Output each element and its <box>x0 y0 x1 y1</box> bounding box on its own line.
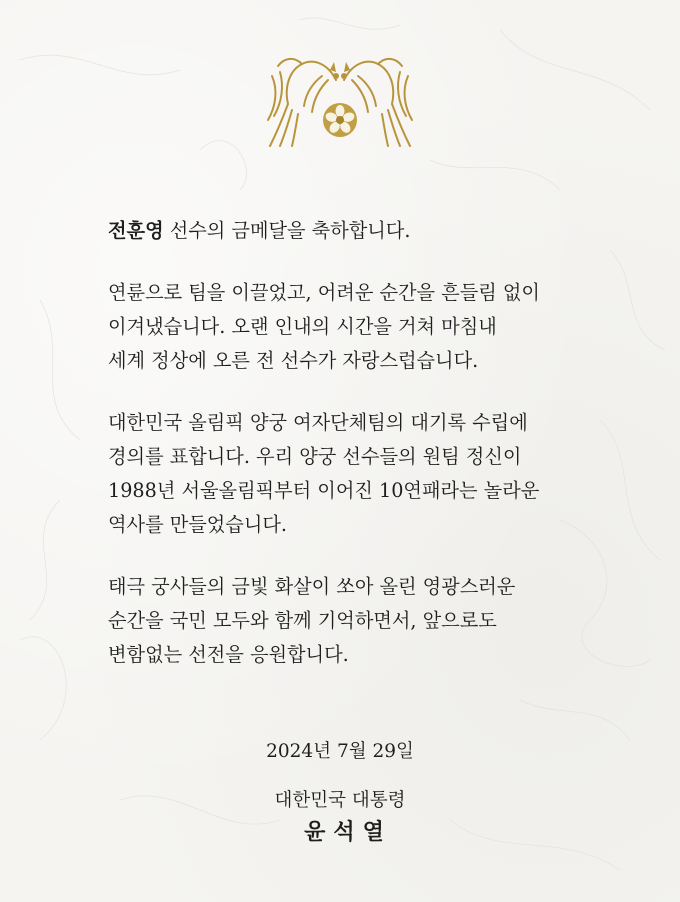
text-line: 변함없는 선전을 응원합니다. <box>108 643 349 666</box>
text-line: 순간을 국민 모두와 함께 기억하면서, 앞으로도 <box>108 609 497 632</box>
sender-title: 대한민국 대통령 <box>274 790 406 811</box>
letter-body <box>108 214 608 700</box>
text-line: 세계 정상에 오른 전 선수가 자랑스럽습니다. <box>108 349 479 372</box>
text-line: 역사를 만들었습니다. <box>108 513 288 536</box>
text-line: 연륜으로 팀을 이끌었고, 어려운 순간을 흔들림 없이 <box>108 281 540 304</box>
athlete-name: 전훈영 <box>108 219 164 242</box>
text-line: 대한민국 올림픽 양궁 여자단체팀의 대기록 수립에 <box>108 411 528 434</box>
paragraph-support <box>108 570 608 672</box>
text-line: 1988년 서울올림픽부터 이어진 10연패라는 놀라운 <box>108 479 540 502</box>
text-line: 경의를 표합니다. 우리 양궁 선수들의 원팀 정신이 <box>108 445 522 468</box>
letter-date: 2024년 7월 29일 <box>266 741 414 762</box>
paragraph-congratulation <box>108 214 608 248</box>
text-line: 태극 궁사들의 금빛 화살이 쏘아 올린 영광스러운 <box>108 575 516 598</box>
paragraph-leadership <box>108 276 608 378</box>
sender-signature: 윤석열 <box>304 819 392 845</box>
paragraph-record <box>108 406 608 542</box>
presidential-emblem <box>262 50 418 150</box>
congratulation-text: 선수의 금메달을 축하합니다. <box>163 219 411 242</box>
text-line: 이겨냈습니다. 오랜 인내의 시간을 거쳐 마침내 <box>108 315 497 338</box>
